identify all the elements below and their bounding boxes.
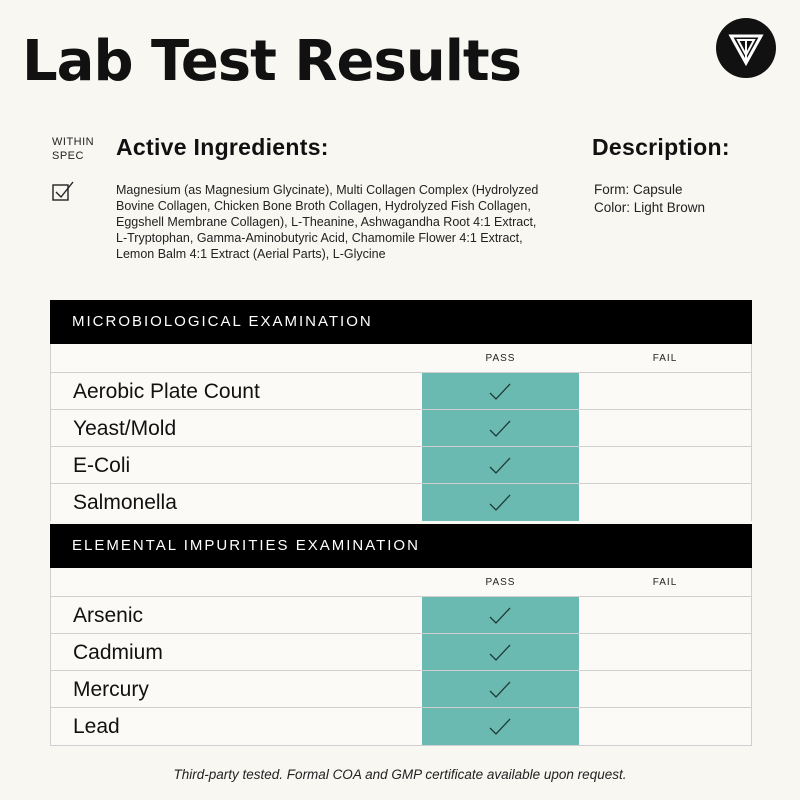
test-label: Aerobic Plate Count <box>73 380 260 403</box>
table-row <box>51 447 751 484</box>
fail-column-label: FAIL <box>652 353 678 364</box>
microbiological-table <box>50 344 752 521</box>
table-row <box>51 708 751 745</box>
description-form: Form: Capsule <box>594 182 683 197</box>
checkmark-icon <box>489 457 511 475</box>
test-label: Yeast/Mold <box>73 417 177 440</box>
table-head-row <box>51 568 751 597</box>
brand-logo-icon <box>716 18 776 78</box>
within-spec-label: WITHIN SPEC <box>52 136 95 162</box>
test-label: Mercury <box>73 678 149 701</box>
microbiological-section <box>50 300 752 521</box>
pass-column-label: PASS <box>485 577 516 588</box>
active-ingredients-text: Magnesium (as Magnesium Glycinate), Multi Collagen Complex (Hydrolyzed Bovine Collagen, Chicken Bone Broth Collagen, Hydrolyzed Fish Collagen, Eggshell Membrane Collagen), L-Theanine, Ashwagandha Root 4:1 Extract, L-Tryptophan, Gamma-Aminobutyric Acid, Chamomile Flower 4:1 Extract, Lemon Balm 4:1 Extract (Aerial Parts), L-Glycine <box>116 183 539 261</box>
checkmark-icon <box>489 383 511 401</box>
table-row <box>51 634 751 671</box>
table-row <box>51 484 751 521</box>
test-label: Salmonella <box>73 491 177 514</box>
elemental-section <box>50 524 752 746</box>
test-label: Arsenic <box>73 604 144 627</box>
checkmark-icon <box>489 494 511 512</box>
test-label: E-Coli <box>73 454 131 477</box>
description-color: Color: Light Brown <box>594 200 706 215</box>
checkmark-icon <box>489 644 511 662</box>
checkmark-icon <box>489 607 511 625</box>
description-text <box>594 181 705 217</box>
table-row <box>51 597 751 634</box>
page-title: Lab Test Results <box>22 29 521 94</box>
checkbox-checked-icon <box>52 180 74 202</box>
description-heading: Description: <box>592 134 730 160</box>
pass-column-label: PASS <box>485 353 516 364</box>
checkmark-icon <box>489 420 511 438</box>
checkmark-icon <box>489 681 511 699</box>
test-label: Cadmium <box>73 641 163 664</box>
fail-column-label: FAIL <box>652 577 678 588</box>
test-label: Lead <box>73 715 120 738</box>
elemental-table <box>50 568 752 746</box>
table-head-row <box>51 344 751 373</box>
table-row <box>51 373 751 410</box>
active-ingredients-heading: Active Ingredients: <box>116 134 329 160</box>
elemental-header: ELEMENTAL IMPURITIES EXAMINATION <box>50 524 752 568</box>
table-row <box>51 671 751 708</box>
microbiological-header: MICROBIOLOGICAL EXAMINATION <box>50 300 752 344</box>
footer-note: Third-party tested. Formal COA and GMP certificate available upon request. <box>173 767 627 782</box>
table-row <box>51 410 751 447</box>
checkmark-icon <box>489 718 511 736</box>
